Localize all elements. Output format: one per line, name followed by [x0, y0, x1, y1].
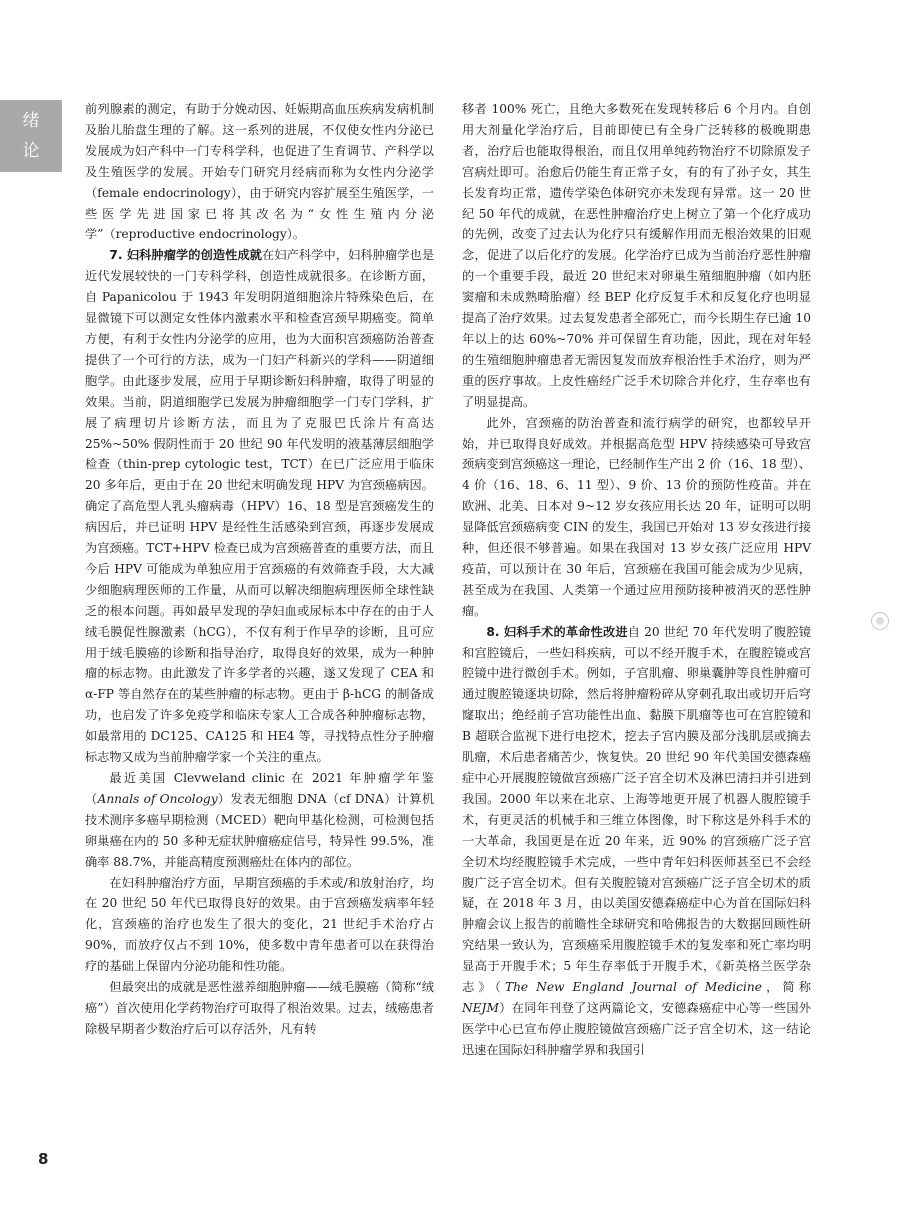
- page-number: 8: [38, 1150, 49, 1168]
- journal-title: Annals of Oncology: [97, 791, 218, 806]
- left-text-column: [85, 99, 434, 1040]
- paragraph: 前列腺素的测定，有助于分娩动因、妊娠期高血压疾病发病机制及胎儿胎盘生理的了解。这一系列的进展，不仅使女性内分泌已发展成为妇产科中一门专科学科，也促进了生育调节、产科学以及生殖医学的发展。开始专门研究月经病而称为女性内分泌学（female endocrinology），由于研究内容扩展至生殖医学，一些医学先进国家已将其改名为“女性生殖内分泌学”（reproductive endocrinology）。: [85, 102, 434, 242]
- paragraph: 在妇科肿瘤治疗方面，早期宫颈癌的手术或/和放射治疗，均在 20 世纪 50 年代已取得良好的效果。由于宫颈癌发病率年轻化，宫颈癌的治疗也发生了很大的变化，21 世纪手术治疗占 90%，而放疗仅占不到 10%，使多数中青年患者可以在获得治疗的基础上保留内分泌功能和性功能。: [85, 875, 434, 974]
- section-heading-8: 8. 妇科手术的革命性改进: [486, 624, 628, 639]
- paragraph: 此外，宫颈癌的防治普查和流行病学的研究，也都较早开始，并已取得良好成效。并根据高危型 HPV 持续感染可导致宫颈病变到宫颈癌这一理论，已经制作生产出 2 价（16、18 型）、4 价（16、18、6、11 型）、9 价、13 价的预防性疫苗。并在欧洲、北美、日本对 9~12 岁女孩应用长达 20 年，证明可以明显降低宫颈癌病变 CIN 的发生，我国已开始对 13 岁女孩进行接种，但还很不够普遍。如果在我国对 13 岁女孩广泛应用 HPV 疫苗，可以预计在 30 年后，宫颈癌在我国可能会成为少见病，甚至成为在我国、人类第一个通过应用预防接种被消灭的恶性肿瘤。: [462, 415, 811, 618]
- paragraph-text: ）发表无细胞 DNA（cf DNA）计算机技术测序多癌早期检测（MCED）靶向甲基化检测，可检测包括卵巢癌在内的 50 多种无症状肿瘤癌症信号，特异性 99.5%，准确率 88.7%，并能高精度预测癌灶在体内的部位。: [85, 791, 435, 869]
- paragraph-section-8: [462, 622, 811, 1061]
- paragraph: [85, 768, 434, 873]
- chapter-side-tab: [0, 100, 62, 172]
- chapter-tab-char-1: 绪: [22, 111, 40, 131]
- section-heading-7: 7. 妇科肿瘤学的创造性成就: [109, 248, 263, 263]
- paragraph-text: 自 20 世纪 70 年代发明了腹腔镜和宫腔镜后，一些妇科疾病，可以不经开腹手术，在腹腔镜或宫腔镜中进行微创手术。例如，子宫肌瘤、卵巢囊肿等良性肿瘤可通过腹腔镜逐块切除，然后将肿瘤粉碎从穿刺孔取出或切开后穹窿取出；绝经前子宫功能性出血、黏膜下肌瘤等也可在宫腔镜和 B 超联合监视下进行电挖术，挖去子宫内膜及部分浅肌层或摘去肌瘤，术后患者痛苦少，恢复快。20 世纪 90 年代美国安德森癌症中心开展腹腔镜做宫颈癌广泛子宫全切术及淋巴清扫并引进到我国。2000 年以来在北京、上海等地更开展了机器人腹腔镜手术，有更灵活的机械手和三维立体图像，时下称这是外科手术的一大革命，我国更是在近 20 年来，近 90% 的宫颈癌广泛子宫全切术均经腹腔镜手术完成，一些中青年妇科医师甚至已不会经腹广泛子宫全切术。但有关腹腔镜对宫颈癌广泛子宫全切术的质疑，在 2018 年 3 月，由以美国安德森癌症中心为首在国际妇科肿瘤会议上报告的前瞻性全球研究和哈佛报告的大数据回顾性研究结果一致认为，宫颈癌采用腹腔镜手术的复发率和死亡率均明显高于开腹手术；5 年生存率低于开腹手术，《新英格兰医学杂志》（: [462, 624, 811, 995]
- margin-circle-mark: [871, 612, 889, 630]
- paragraph-text: 在妇产科学中，妇科肿瘤学也是近代发展较快的一门专科学科，创造性成就很多。在诊断方面，自 Papanicolou 于 1943 年发明阴道细胞涂片特殊染色后，在显微镜下可以测定女性体内激素水平和检查宫颈早期癌变。简单方便，有利于女性内分泌学的应用，也为大面积宫颈癌防治普查提供了一个可行的方法，成为一门妇产科新兴的学科——阴道细胞学。由此逐步发展，应用于早期诊断妇科肿瘤，取得了明显的效果。当前，阴道细胞学已发展为肿瘤细胞学一门专门学科，扩展了病理切片诊断方法，而且为了克服巴氏涂片有高达 25%~50% 假阴性而于 20 世纪 90 年代发明的液基薄层细胞学检查（thin-prep cytologic test，TCT）在已广泛应用于临床 20 多年后，更由于在 20 世纪末明确发现 HPV 为宫颈癌病因。确定了高危型人乳头瘤病毒（HPV）16、18 型是宫颈癌发生的病因后，并已证明 HPV 是经性生活感染到宫颈，再逐步发展成为宫颈癌。TCT+HPV 检查已成为宫颈癌普查的重要方法，而且今后 HPV 可能成为单独应用于宫颈癌的有效筛查手段，大大减少细胞病理医师的工作量，从而可以解决细胞病理医师全球性缺乏的根本问题。再如最早发现的孕妇血或尿标本中存在的由于人绒毛膜促性腺激素（hCG），不仅有利于作早孕的诊断，且可应用于绒毛膜癌的诊断和指导治疗，取得良好的效果，成为一种肿瘤的标志物。由此激发了许多学者的兴趣，遂又发现了 CEA 和 α-FP 等自然存在的某些肿瘤的标志物。更由于 β-hCG 的制备成功，也启发了许多免疫学和临床专家人工合成各种肿瘤标志物，如最常用的 DC125、CA125 和 HE4 等，寻找特点性分子肿瘤标志物又成为当前肿瘤学家一个关注的重点。: [85, 248, 435, 765]
- paragraph-text: ）在同年刊登了这两篇论文，安德森癌症中心等一些国外医学中心已宣布停止腹腔镜做宫颈癌广泛子宫全切术，这一结论迅速在国际妇科肿瘤学界和我国引: [462, 1000, 811, 1057]
- paragraph-text: ，简称: [761, 980, 812, 995]
- paragraph-section-7: [85, 245, 434, 768]
- journal-abbreviation: NEJM: [462, 1000, 499, 1015]
- paragraph: 但最突出的成就是恶性滋养细胞肿瘤——绒毛膜癌（简称“绒癌”）首次使用化学药物治疗可取得了根治效果。过去，绒癌患者除极早期者少数治疗后可以存活外，凡有转: [85, 980, 434, 1036]
- paragraph: 移者 100% 死亡，且绝大多数死在发现转移后 6 个月内。自创用大剂量化学治疗后，目前即使已有全身广泛转移的极晚期患者，治疗后也能取得根治，而且仅用单纯药物治疗不切除原发子宫病灶即可。治愈后仍能生育正常子女，有的有了孙子女，其生长发育均正常，遗传学染色体研究亦未发现有异常。这一 20 世纪 50 年代的成就，在恶性肿瘤治疗史上树立了第一个化疗成功的先例，改变了过去认为化疗只有缓解作用而无根治效果的旧观念，促进了以后化疗的发展。化学治疗已成为当前治疗恶性肿瘤的一个重要手段，最近 20 世纪末对卵巢生殖细胞肿瘤（如内胚窦瘤和未成熟畸胎瘤）经 BEP 化疗反复手术和反复化疗也明显提高了治疗效果。过去复发患者全部死亡，而今长期生存已逾 10 年以上的达 60%~70% 并可保留生育功能，因此，现在对年轻的生殖细胞肿瘤患者无需因复发而放弃根治性手术治疗，则为严重的医疗事故。上皮性癌经广泛手术切除合并化疗，生存率也有了明显提高。: [462, 102, 811, 409]
- right-text-column: [462, 99, 811, 1061]
- chapter-tab-char-2: 论: [22, 141, 40, 161]
- paragraph-text: 最近美国 Clevweland clinic 在 2021 年肿瘤学年鉴（: [85, 771, 434, 806]
- journal-title: The New England Journal of Medicine: [504, 980, 762, 995]
